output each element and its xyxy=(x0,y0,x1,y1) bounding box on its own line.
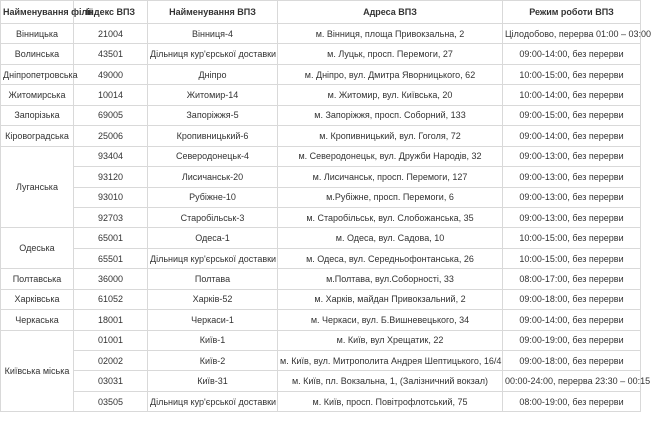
header-index: Індекс ВПЗ xyxy=(74,1,148,24)
table-row xyxy=(1,207,641,227)
hours-cell: 10:00-15:00, без перерви xyxy=(503,248,641,268)
table-row xyxy=(1,248,641,268)
hours-cell: 09:00-19:00, без перерви xyxy=(503,330,641,350)
index-cell: 21004 xyxy=(74,24,148,44)
hours-cell: 09:00-13:00, без перерви xyxy=(503,207,641,227)
table-row xyxy=(1,167,641,187)
branch-cell: Луганська xyxy=(1,146,74,228)
address-cell: м. Кропивницький, вул. Гоголя, 72 xyxy=(278,126,503,146)
office-name-cell: Лисичанськ-20 xyxy=(148,167,278,187)
table-row xyxy=(1,126,641,146)
address-cell: м.Полтава, вул.Соборності, 33 xyxy=(278,269,503,289)
table-row xyxy=(1,330,641,350)
office-name-cell: Дільниця кур'єрської доставки xyxy=(148,391,278,411)
index-cell: 49000 xyxy=(74,64,148,84)
index-cell: 92703 xyxy=(74,207,148,227)
hours-cell: 09:00-15:00, без перерви xyxy=(503,105,641,125)
hours-cell: 09:00-13:00, без перерви xyxy=(503,187,641,207)
index-cell: 43501 xyxy=(74,44,148,64)
office-name-cell: Дільниця кур'єрської доставки xyxy=(148,248,278,268)
table-row xyxy=(1,85,641,105)
office-name-cell: Київ-2 xyxy=(148,351,278,371)
hours-cell: 09:00-14:00, без перерви xyxy=(503,126,641,146)
table-row xyxy=(1,289,641,309)
index-cell: 25006 xyxy=(74,126,148,146)
hours-cell: 10:00-15:00, без перерви xyxy=(503,64,641,84)
address-cell: м. Луцьк, просп. Перемоги, 27 xyxy=(278,44,503,64)
office-name-cell: Дніпро xyxy=(148,64,278,84)
index-cell: 69005 xyxy=(74,105,148,125)
hours-cell: 10:00-14:00, без перерви xyxy=(503,85,641,105)
index-cell: 03505 xyxy=(74,391,148,411)
address-cell: м. Черкаси, вул. Б.Вишневецького, 34 xyxy=(278,310,503,330)
header-address: Адреса ВПЗ xyxy=(278,1,503,24)
address-cell: м. Київ, просп. Повітрофлотський, 75 xyxy=(278,391,503,411)
hours-cell: 09:00-13:00, без перерви xyxy=(503,146,641,166)
table-row xyxy=(1,269,641,289)
office-name-cell: Житомир-14 xyxy=(148,85,278,105)
table-header-row xyxy=(1,1,641,24)
office-name-cell: Харків-52 xyxy=(148,289,278,309)
branch-cell: Волинська xyxy=(1,44,74,64)
header-office-name: Найменування ВПЗ xyxy=(148,1,278,24)
branch-cell: Житомирська xyxy=(1,85,74,105)
table-row xyxy=(1,24,641,44)
branch-cell: Харківська xyxy=(1,289,74,309)
table-row xyxy=(1,64,641,84)
branch-cell: Одеська xyxy=(1,228,74,269)
index-cell: 65001 xyxy=(74,228,148,248)
header-branch: Найменування філії xyxy=(1,1,74,24)
hours-cell: 09:00-14:00, без перерви xyxy=(503,310,641,330)
address-cell: м. Дніпро, вул. Дмитра Яворницького, 62 xyxy=(278,64,503,84)
table-row xyxy=(1,310,641,330)
branch-cell: Дніпропетровська xyxy=(1,64,74,84)
address-cell: м.Рубіжне, просп. Перемоги, 6 xyxy=(278,187,503,207)
branch-cell: Кіровоградська xyxy=(1,126,74,146)
index-cell: 03031 xyxy=(74,371,148,391)
hours-cell: Цілодобово, перерва 01:00 – 03:00 xyxy=(503,24,641,44)
branch-cell: Черкаська xyxy=(1,310,74,330)
index-cell: 65501 xyxy=(74,248,148,268)
address-cell: м. Київ, пл. Вокзальна, 1, (Залізничний вокзал) xyxy=(278,371,503,391)
office-name-cell: Дільниця кур'єрської доставки xyxy=(148,44,278,64)
table-row xyxy=(1,391,641,411)
index-cell: 36000 xyxy=(74,269,148,289)
index-cell: 10014 xyxy=(74,85,148,105)
index-cell: 01001 xyxy=(74,330,148,350)
office-name-cell: Київ-1 xyxy=(148,330,278,350)
address-cell: м. Харків, майдан Привокзальний, 2 xyxy=(278,289,503,309)
office-name-cell: Старобільськ-3 xyxy=(148,207,278,227)
table-row xyxy=(1,351,641,371)
address-cell: м. Одеса, вул. Садова, 10 xyxy=(278,228,503,248)
table-row xyxy=(1,228,641,248)
hours-cell: 09:00-14:00, без перерви xyxy=(503,44,641,64)
address-cell: м. Житомир, вул. Київська, 20 xyxy=(278,85,503,105)
branch-cell: Запорізька xyxy=(1,105,74,125)
address-cell: м. Северодонецьк, вул. Дружби Народів, 32 xyxy=(278,146,503,166)
office-name-cell: Северодонецьк-4 xyxy=(148,146,278,166)
office-name-cell: Черкаси-1 xyxy=(148,310,278,330)
index-cell: 61052 xyxy=(74,289,148,309)
office-name-cell: Київ-31 xyxy=(148,371,278,391)
index-cell: 18001 xyxy=(74,310,148,330)
address-cell: м. Вінниця, площа Привокзальна, 2 xyxy=(278,24,503,44)
hours-cell: 09:00-18:00, без перерви xyxy=(503,289,641,309)
index-cell: 02002 xyxy=(74,351,148,371)
office-name-cell: Вінниця-4 xyxy=(148,24,278,44)
index-cell: 93404 xyxy=(74,146,148,166)
office-name-cell: Одеса-1 xyxy=(148,228,278,248)
hours-cell: 09:00-18:00, без перерви xyxy=(503,351,641,371)
branch-cell: Вінницька xyxy=(1,24,74,44)
index-cell: 93010 xyxy=(74,187,148,207)
address-cell: м. Київ, вул. Митрополита Андрея Шептицького, 16/4 xyxy=(278,351,503,371)
address-cell: м. Одеса, вул. Середньофонтанська, 26 xyxy=(278,248,503,268)
table-row xyxy=(1,146,641,166)
office-name-cell: Полтава xyxy=(148,269,278,289)
address-cell: м. Київ, вул Хрещатик, 22 xyxy=(278,330,503,350)
table-row xyxy=(1,44,641,64)
header-hours: Режим роботи ВПЗ xyxy=(503,1,641,24)
address-cell: м. Лисичанськ, просп. Перемоги, 127 xyxy=(278,167,503,187)
hours-cell: 10:00-15:00, без перерви xyxy=(503,228,641,248)
table-row xyxy=(1,371,641,391)
branch-cell: Полтавська xyxy=(1,269,74,289)
table-row xyxy=(1,187,641,207)
hours-cell: 00:00-24:00, перерва 23:30 – 00:15 xyxy=(503,371,641,391)
hours-cell: 08:00-19:00, без перерви xyxy=(503,391,641,411)
office-name-cell: Кропивницький-6 xyxy=(148,126,278,146)
hours-cell: 08:00-17:00, без перерви xyxy=(503,269,641,289)
table-row xyxy=(1,105,641,125)
address-cell: м. Запоріжжя, просп. Соборний, 133 xyxy=(278,105,503,125)
branch-cell: Київська міська xyxy=(1,330,74,412)
office-name-cell: Рубіжне-10 xyxy=(148,187,278,207)
hours-cell: 09:00-13:00, без перерви xyxy=(503,167,641,187)
index-cell: 93120 xyxy=(74,167,148,187)
office-name-cell: Запоріжжя-5 xyxy=(148,105,278,125)
address-cell: м. Старобільськ, вул. Слобожанська, 35 xyxy=(278,207,503,227)
